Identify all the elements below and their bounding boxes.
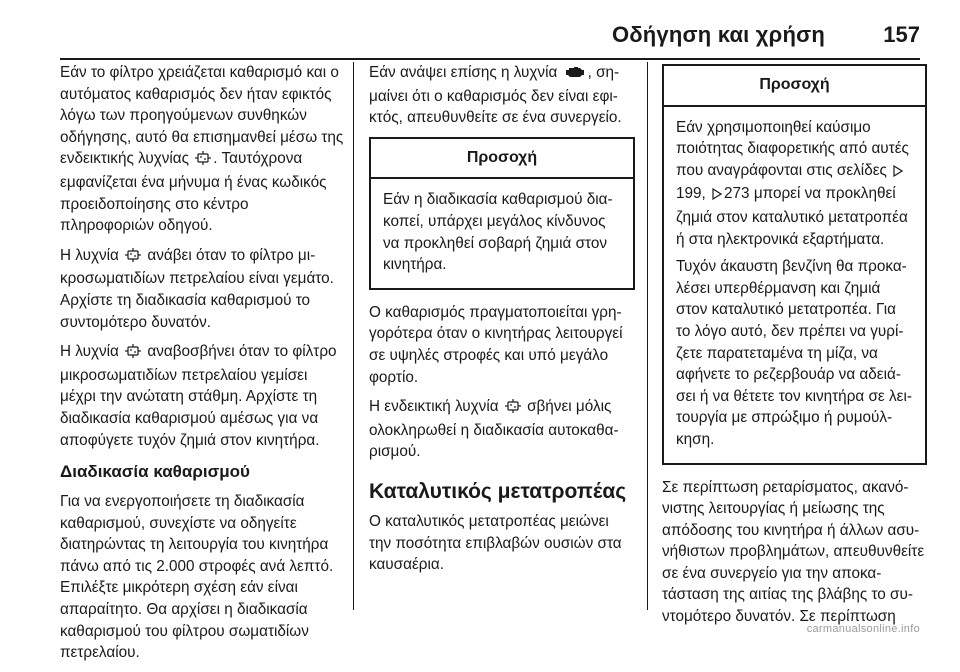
caution-body — [664, 107, 925, 463]
text: σβήνει μόλις ολοκληρωθεί η διαδικασία αυτοκαθαρισμού. — [369, 398, 619, 461]
page-number: 157 — [883, 22, 920, 47]
page-reference-link[interactable]: 273 — [724, 185, 750, 203]
paragraph — [369, 62, 635, 129]
caution-text — [676, 117, 913, 251]
text: μπορεί να προκληθεί ζημιά στον καταλυτικό μετατροπέα ή στα ηλεκτρονικά εξαρτήματα. — [676, 185, 908, 248]
text: Εάν χρησιμοποιηθεί καύσιμο ποιότητας διαφορετικής από αυτές που αναγράφονται στις σελίδες — [676, 118, 909, 179]
diesel-particulate-filter-icon — [195, 150, 211, 172]
caution-box — [662, 64, 927, 465]
text: , σημαίνει ότι ο καθαρισμός δεν είναι εφικτός, απευθυνθείτε σε ένα συνεργείο. — [369, 64, 622, 127]
paragraph — [60, 341, 345, 451]
paragraph — [369, 396, 635, 463]
page-title: Οδήγηση και χρήση — [611, 22, 825, 47]
column-divider — [353, 62, 354, 610]
caution-text: Εάν η διαδικασία καθαρισμού διακοπεί, υπάρχει μεγάλος κίνδυνος να προκληθεί σοβαρή ζημιά στον κινητήρα. — [383, 191, 613, 274]
column-3 — [662, 62, 927, 636]
engine-warning-icon — [564, 64, 586, 86]
section-heading: Διαδικασία καθαρισμού — [60, 462, 250, 482]
column-2 — [369, 62, 635, 584]
page-header — [60, 22, 920, 52]
text: Εάν ανάψει επίσης η λυχνία — [369, 64, 558, 81]
paragraph: Για να ενεργοποιήσετε τη διαδικασία καθαρισμού, συνεχίστε να οδηγείτε διατηρώντας τη λειτουργία του κινητήρα πάνω από τις 2.000 στροφές ανά λεπτό. Επιλέξτε μικρότερη σχέση εάν είναι απαραίτητο. Θα αρχίσει η διαδικασία καθαρισμού του φίλτρου σωματιδίων πετρελαίου. — [60, 493, 334, 662]
caution-title: Προσοχή — [371, 139, 633, 180]
column-divider — [647, 62, 648, 610]
caution-text: Τυχόν άκαυστη βενζίνη θα προκαλέσει υπερθέρμανση και ζημιά στον καταλυτικό μετατροπέα. Για το λόγο αυτό, δεν πρέπει να γυρίζετε παρατεταμένα τη μίζα, να αφήνετε το ρεζερβουάρ να αδειάσει ή να θέτετε τον κινητήρα σε λειτουργία με σπρώξιμο ή ρυμούλκηση. — [676, 258, 912, 448]
reference-arrow-icon — [712, 185, 722, 207]
paragraph — [60, 245, 345, 333]
diesel-particulate-filter-icon — [125, 343, 141, 365]
text: Εάν το φίλτρο χρειάζεται καθαρισμό και ο αυτόματος καθαρισμός δεν ήταν εφικτός λόγω των προηγούμενων συνθηκών οδήγησης, αυτό θα επισημανθεί μέσω της ενδεικτικής λυχνίας — [60, 64, 344, 168]
text: Η λυχνία — [60, 343, 119, 361]
paragraph — [60, 62, 345, 237]
text: ανάβει όταν το φίλτρο μικροσωματιδίων πετρελαίου είναι γεμάτο. Αρχίστε τη διαδικασία καθαρισμού το συντομότερο δυνατόν. — [60, 246, 334, 331]
page-reference-link[interactable]: 199, — [676, 185, 706, 203]
text: . Ταυτόχρονα εμφανίζεται ένα μήνυμα ή ένας κωδικός προειδοποίησης στο κέντρο πληροφοριών οδηγού. — [60, 150, 327, 235]
text: αναβοσβήνει όταν το φίλτρο μικροσωματιδίων πετρελαίου γεμίσει μέχρι την ανώτατη στάθμη. Αρχίστε τη διαδικασία καθαρισμού αμέσως για να αποφύγετε τυχόν ζημιά στον κινητήρα. — [60, 343, 337, 449]
caution-body — [371, 179, 633, 287]
reference-arrow-icon — [893, 162, 903, 184]
text: Η λυχνία — [60, 246, 119, 264]
watermark: carmanualsonline.info — [806, 623, 920, 635]
section-heading: Καταλυτικός μετατροπέας — [369, 479, 627, 503]
diesel-particulate-filter-icon — [505, 398, 521, 420]
caution-box — [369, 137, 635, 290]
diesel-particulate-filter-icon — [125, 247, 141, 269]
header-rule — [60, 58, 920, 60]
paragraph: Ο καθαρισμός πραγματοποιείται γρηγορότερα όταν ο κινητήρας λειτουργεί σε υψηλές στροφές και υπό μεγάλο φορτίο. — [369, 303, 623, 386]
caution-title: Προσοχή — [664, 66, 925, 107]
paragraph: Ο καταλυτικός μετατροπέας μειώνει την ποσότητα επιβλαβών ουσιών στα καυσαέρια. — [369, 512, 622, 574]
column-1 — [60, 62, 345, 672]
paragraph: Σε περίπτωση ρεταρίσματος, ακανόνιστης λειτουργίας ή μείωσης της απόδοσης του κινητήρα ή άλλων ασυνήθιστων προβλημάτων, απευθυνθείτε σε ένα συνεργείο για την αποκατάσταση της αιτίας της βλάβης το συντομότερο δυνατόν. Σε περίπτωση — [662, 478, 925, 626]
text: Η ενδεικτική λυχνία — [369, 398, 499, 416]
